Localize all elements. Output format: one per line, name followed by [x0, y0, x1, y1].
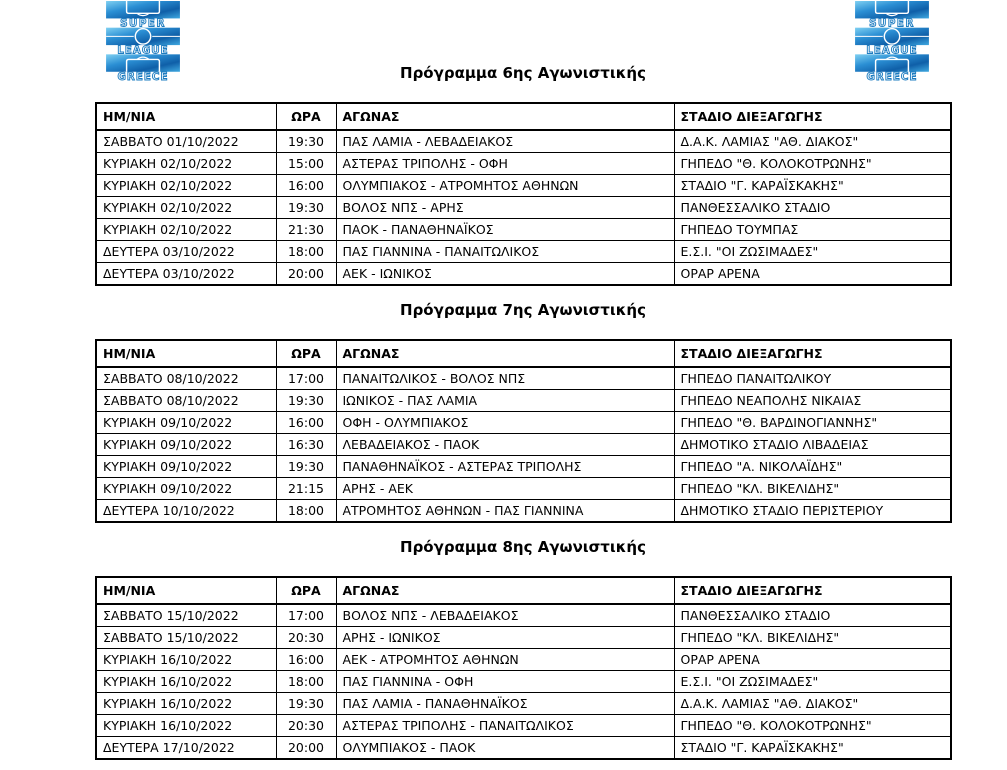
matchday-section [95, 301, 951, 523]
match-venue-cell: ΟΡΑΡ ΑΡΕΝΑ [674, 263, 951, 286]
match-time-cell: 21:30 [276, 219, 336, 241]
match-teams-cell: ΙΩΝΙΚΟΣ - ΠΑΣ ΛΑΜΙΑ [336, 390, 674, 412]
match-date-cell: ΚΥΡΙΑΚΗ 16/10/2022 [96, 649, 276, 671]
match-row [96, 197, 951, 219]
match-row [96, 263, 951, 286]
match-date-cell: ΣΑΒΒΑΤΟ 08/10/2022 [96, 367, 276, 390]
logo-word-super: SUPER [120, 17, 166, 30]
column-header-venue: ΣΤΑΔΙΟ ΔΙΕΞΑΓΩΓΗΣ [674, 340, 951, 367]
match-time-cell: 19:30 [276, 456, 336, 478]
match-date-cell: ΔΕΥΤΕΡΑ 17/10/2022 [96, 737, 276, 760]
match-schedule-document [95, 0, 951, 760]
match-date-cell: ΣΑΒΒΑΤΟ 15/10/2022 [96, 627, 276, 649]
match-date-cell: ΚΥΡΙΑΚΗ 09/10/2022 [96, 456, 276, 478]
match-venue-cell: ΓΗΠΕΔΟ "ΚΛ. ΒΙΚΕΛΙΔΗΣ" [674, 627, 951, 649]
match-venue-cell: ΠΑΝΘΕΣΣΑΛΙΚΟ ΣΤΑΔΙΟ [674, 197, 951, 219]
matchday-title: Πρόγραμμα 7ης Αγωνιστικής [400, 301, 646, 319]
match-teams-cell: ΟΦΗ - ΟΛΥΜΠΙΑΚΟΣ [336, 412, 674, 434]
match-date-cell: ΚΥΡΙΑΚΗ 16/10/2022 [96, 715, 276, 737]
match-teams-cell: ΑΕΚ - ΙΩΝΙΚΟΣ [336, 263, 674, 286]
match-time-cell: 16:00 [276, 412, 336, 434]
column-header-venue: ΣΤΑΔΙΟ ΔΙΕΞΑΓΩΓΗΣ [674, 103, 951, 130]
match-time-cell: 20:30 [276, 715, 336, 737]
schedule-table [95, 339, 952, 523]
column-header-date: ΗΜ/ΝΙΑ [96, 577, 276, 604]
match-venue-cell: ΣΤΑΔΙΟ "Γ. ΚΑΡΑΪΣΚΑΚΗΣ" [674, 737, 951, 760]
table-header-row [96, 340, 951, 367]
match-teams-cell: ΠΑΣ ΛΑΜΙΑ - ΛΕΒΑΔΕΙΑΚΟΣ [336, 130, 674, 153]
match-row [96, 737, 951, 760]
column-header-time: ΩΡΑ [276, 577, 336, 604]
match-venue-cell: ΓΗΠΕΔΟ "ΚΛ. ΒΙΚΕΛΙΔΗΣ" [674, 478, 951, 500]
table-header-row [96, 577, 951, 604]
match-row [96, 390, 951, 412]
match-venue-cell: ΓΗΠΕΔΟ "Θ. ΚΟΛΟΚΟΤΡΩΝΗΣ" [674, 153, 951, 175]
match-row [96, 175, 951, 197]
match-venue-cell: ΓΗΠΕΔΟ ΠΑΝΑΙΤΩΛΙΚΟΥ [674, 367, 951, 390]
match-date-cell: ΚΥΡΙΑΚΗ 02/10/2022 [96, 153, 276, 175]
column-header-venue: ΣΤΑΔΙΟ ΔΙΕΞΑΓΩΓΗΣ [674, 577, 951, 604]
match-row [96, 153, 951, 175]
logo-word-greece: GREECE [866, 70, 918, 81]
match-teams-cell: ΠΑΟΚ - ΠΑΝΑΘΗΝΑΪΚΟΣ [336, 219, 674, 241]
match-date-cell: ΔΕΥΤΕΡΑ 03/10/2022 [96, 241, 276, 263]
match-venue-cell: ΔΗΜΟΤΙΚΟ ΣΤΑΔΙΟ ΠΕΡΙΣΤΕΡΙΟΥ [674, 500, 951, 523]
match-row [96, 693, 951, 715]
match-teams-cell: ΟΛΥΜΠΙΑΚΟΣ - ΑΤΡΟΜΗΤΟΣ ΑΘΗΝΩΝ [336, 175, 674, 197]
table-header-row [96, 103, 951, 130]
match-date-cell: ΚΥΡΙΑΚΗ 09/10/2022 [96, 434, 276, 456]
match-teams-cell: ΑΤΡΟΜΗΤΟΣ ΑΘΗΝΩΝ - ΠΑΣ ΓΙΑΝΝΙΝΑ [336, 500, 674, 523]
schedule-table-body [96, 604, 951, 759]
match-time-cell: 16:00 [276, 649, 336, 671]
logo-word-league: LEAGUE [866, 44, 918, 57]
match-row [96, 478, 951, 500]
match-row [96, 604, 951, 627]
match-time-cell: 18:00 [276, 241, 336, 263]
match-venue-cell: Ε.Σ.Ι. "ΟΙ ΖΩΣΙΜΑΔΕΣ" [674, 671, 951, 693]
match-venue-cell: Δ.Α.Κ. ΛΑΜΙΑΣ "ΑΘ. ΔΙΑΚΟΣ" [674, 693, 951, 715]
match-time-cell: 18:00 [276, 671, 336, 693]
match-teams-cell: ΟΛΥΜΠΙΑΚΟΣ - ΠΑΟΚ [336, 737, 674, 760]
match-venue-cell: ΓΗΠΕΔΟ "Θ. ΒΑΡΔΙΝΟΓΙΑΝΝΗΣ" [674, 412, 951, 434]
match-row [96, 456, 951, 478]
match-row [96, 649, 951, 671]
match-time-cell: 15:00 [276, 153, 336, 175]
match-venue-cell: Ε.Σ.Ι. "ΟΙ ΖΩΣΙΜΑΔΕΣ" [674, 241, 951, 263]
column-header-date: ΗΜ/ΝΙΑ [96, 340, 276, 367]
matchday-section [95, 64, 951, 286]
match-date-cell: ΚΥΡΙΑΚΗ 16/10/2022 [96, 693, 276, 715]
schedule-table-body [96, 367, 951, 522]
schedule-table-body [96, 130, 951, 285]
match-row [96, 500, 951, 523]
matchday-title: Πρόγραμμα 8ης Αγωνιστικής [400, 538, 646, 556]
match-date-cell: ΚΥΡΙΑΚΗ 02/10/2022 [96, 175, 276, 197]
match-teams-cell: ΠΑΣ ΓΙΑΝΝΙΝΑ - ΟΦΗ [336, 671, 674, 693]
match-row [96, 715, 951, 737]
column-header-match: ΑΓΩΝΑΣ [336, 340, 674, 367]
column-header-time: ΩΡΑ [276, 103, 336, 130]
match-venue-cell: ΓΗΠΕΔΟ "Θ. ΚΟΛΟΚΟΤΡΩΝΗΣ" [674, 715, 951, 737]
match-venue-cell: ΓΗΠΕΔΟ ΝΕΑΠΟΛΗΣ ΝΙΚΑΙΑΣ [674, 390, 951, 412]
match-venue-cell: ΓΗΠΕΔΟ "Α. ΝΙΚΟΛΑΪΔΗΣ" [674, 456, 951, 478]
match-teams-cell: ΑΡΗΣ - ΙΩΝΙΚΟΣ [336, 627, 674, 649]
match-time-cell: 16:30 [276, 434, 336, 456]
match-time-cell: 20:00 [276, 737, 336, 760]
match-row [96, 627, 951, 649]
match-time-cell: 21:15 [276, 478, 336, 500]
match-row [96, 130, 951, 153]
match-venue-cell: ΓΗΠΕΔΟ ΤΟΥΜΠΑΣ [674, 219, 951, 241]
match-date-cell: ΔΕΥΤΕΡΑ 10/10/2022 [96, 500, 276, 523]
match-time-cell: 19:30 [276, 693, 336, 715]
match-teams-cell: ΠΑΝΑΘΗΝΑΪΚΟΣ - ΑΣΤΕΡΑΣ ΤΡΙΠΟΛΗΣ [336, 456, 674, 478]
match-teams-cell: ΑΡΗΣ - ΑΕΚ [336, 478, 674, 500]
match-teams-cell: ΒΟΛΟΣ ΝΠΣ - ΑΡΗΣ [336, 197, 674, 219]
column-header-match: ΑΓΩΝΑΣ [336, 103, 674, 130]
match-teams-cell: ΒΟΛΟΣ ΝΠΣ - ΛΕΒΑΔΕΙΑΚΟΣ [336, 604, 674, 627]
matchday-title: Πρόγραμμα 6ης Αγωνιστικής [400, 64, 646, 82]
match-time-cell: 17:00 [276, 604, 336, 627]
match-date-cell: ΣΑΒΒΑΤΟ 08/10/2022 [96, 390, 276, 412]
logo-word-league: LEAGUE [117, 44, 169, 57]
match-row [96, 412, 951, 434]
match-date-cell: ΚΥΡΙΑΚΗ 02/10/2022 [96, 219, 276, 241]
match-teams-cell: ΑΕΚ - ΑΤΡΟΜΗΤΟΣ ΑΘΗΝΩΝ [336, 649, 674, 671]
match-row [96, 367, 951, 390]
match-time-cell: 17:00 [276, 367, 336, 390]
match-teams-cell: ΠΑΝΑΙΤΩΛΙΚΟΣ - ΒΟΛΟΣ ΝΠΣ [336, 367, 674, 390]
match-date-cell: ΚΥΡΙΑΚΗ 16/10/2022 [96, 671, 276, 693]
schedule-table [95, 102, 952, 286]
match-teams-cell: ΠΑΣ ΓΙΑΝΝΙΝΑ - ΠΑΝΑΙΤΩΛΙΚΟΣ [336, 241, 674, 263]
match-row [96, 219, 951, 241]
match-time-cell: 16:00 [276, 175, 336, 197]
match-teams-cell: ΑΣΤΕΡΑΣ ΤΡΙΠΟΛΗΣ - ΟΦΗ [336, 153, 674, 175]
match-time-cell: 19:30 [276, 197, 336, 219]
logo-word-greece: GREECE [117, 70, 169, 81]
schedule-table [95, 576, 952, 760]
match-time-cell: 19:30 [276, 390, 336, 412]
logo-word-super: SUPER [869, 17, 915, 30]
match-venue-cell: ΟΡΑΡ ΑΡΕΝΑ [674, 649, 951, 671]
match-time-cell: 20:30 [276, 627, 336, 649]
match-date-cell: ΚΥΡΙΑΚΗ 02/10/2022 [96, 197, 276, 219]
matchday-section [95, 538, 951, 760]
match-row [96, 241, 951, 263]
match-venue-cell: ΔΗΜΟΤΙΚΟ ΣΤΑΔΙΟ ΛΙΒΑΔΕΙΑΣ [674, 434, 951, 456]
match-venue-cell: ΣΤΑΔΙΟ "Γ. ΚΑΡΑΪΣΚΑΚΗΣ" [674, 175, 951, 197]
match-time-cell: 18:00 [276, 500, 336, 523]
match-venue-cell: ΠΑΝΘΕΣΣΑΛΙΚΟ ΣΤΑΔΙΟ [674, 604, 951, 627]
match-row [96, 671, 951, 693]
match-teams-cell: ΠΑΣ ΛΑΜΙΑ - ΠΑΝΑΘΗΝΑΪΚΟΣ [336, 693, 674, 715]
match-date-cell: ΔΕΥΤΕΡΑ 03/10/2022 [96, 263, 276, 286]
match-date-cell: ΚΥΡΙΑΚΗ 09/10/2022 [96, 412, 276, 434]
match-teams-cell: ΛΕΒΑΔΕΙΑΚΟΣ - ΠΑΟΚ [336, 434, 674, 456]
column-header-match: ΑΓΩΝΑΣ [336, 577, 674, 604]
match-date-cell: ΚΥΡΙΑΚΗ 09/10/2022 [96, 478, 276, 500]
match-time-cell: 20:00 [276, 263, 336, 286]
match-row [96, 434, 951, 456]
match-venue-cell: Δ.Α.Κ. ΛΑΜΙΑΣ "ΑΘ. ΔΙΑΚΟΣ" [674, 130, 951, 153]
match-teams-cell: ΑΣΤΕΡΑΣ ΤΡΙΠΟΛΗΣ - ΠΑΝΑΙΤΩΛΙΚΟΣ [336, 715, 674, 737]
match-time-cell: 19:30 [276, 130, 336, 153]
column-header-time: ΩΡΑ [276, 340, 336, 367]
column-header-date: ΗΜ/ΝΙΑ [96, 103, 276, 130]
match-date-cell: ΣΑΒΒΑΤΟ 15/10/2022 [96, 604, 276, 627]
match-date-cell: ΣΑΒΒΑΤΟ 01/10/2022 [96, 130, 276, 153]
